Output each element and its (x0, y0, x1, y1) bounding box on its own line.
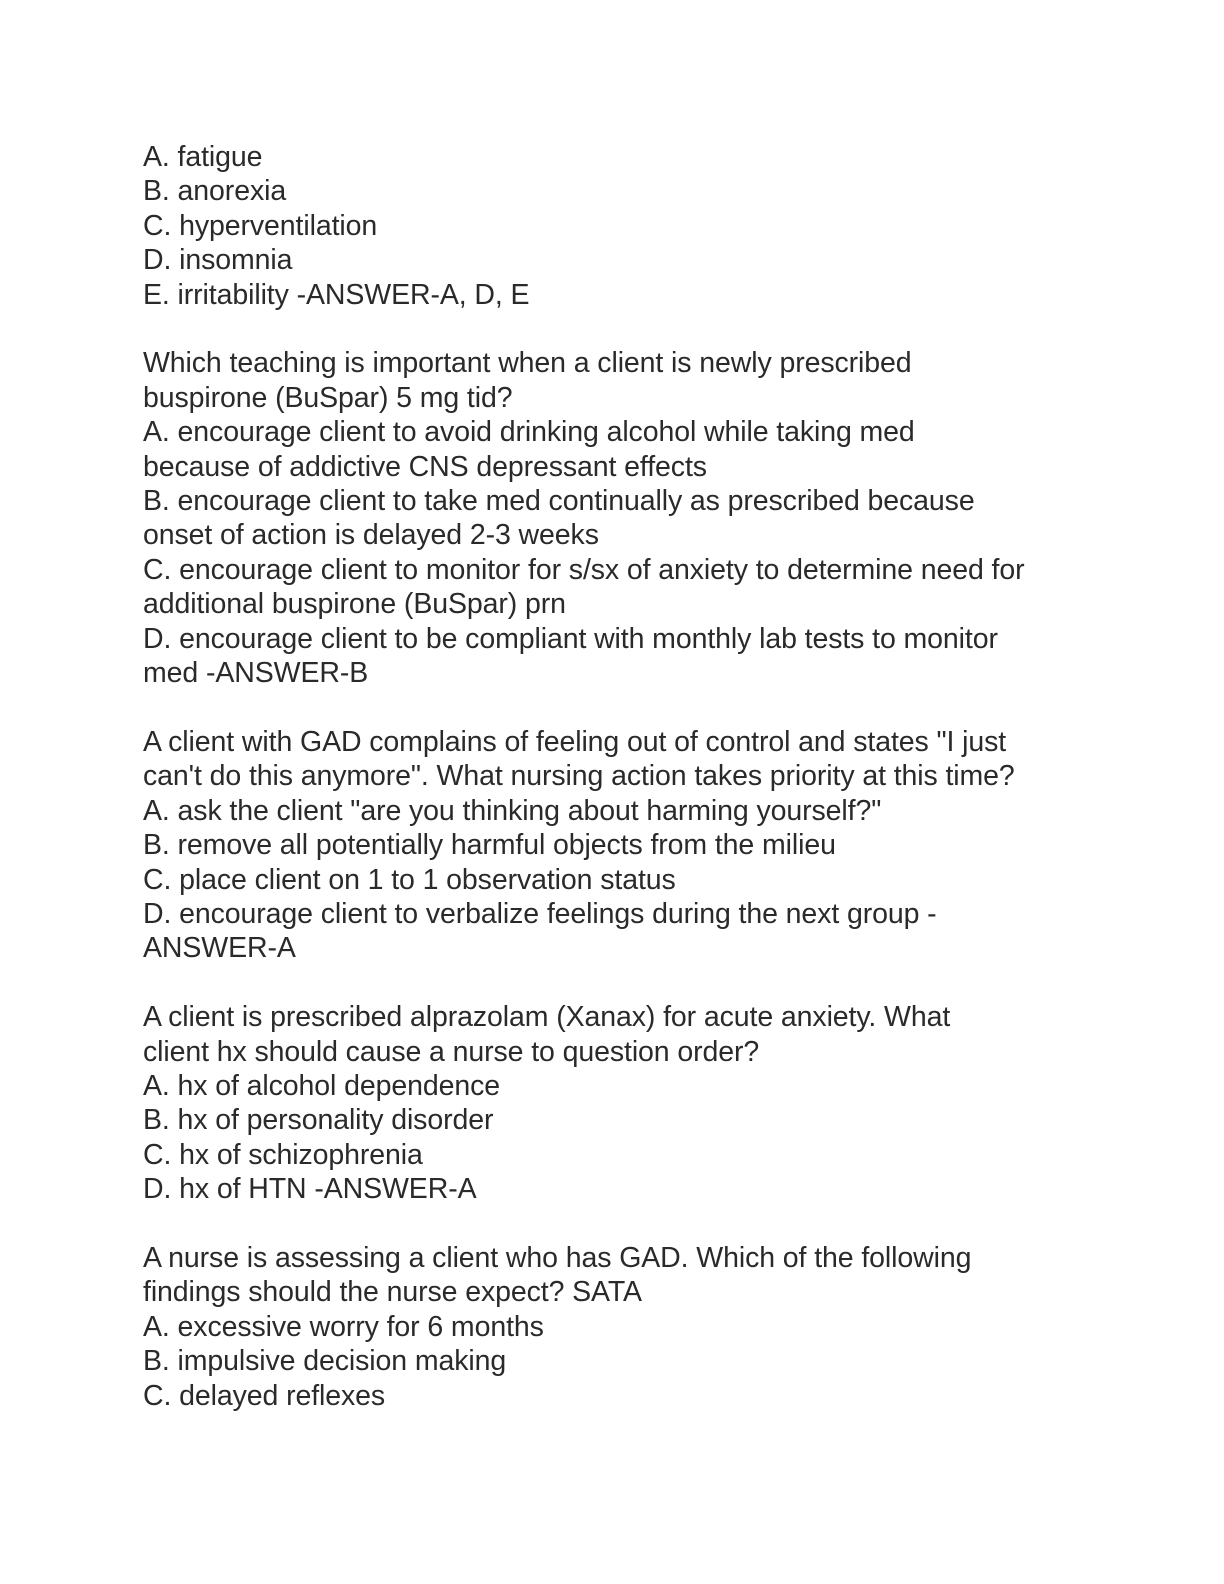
text-line: Which teaching is important when a client is newly prescribed (143, 347, 912, 380)
text-line: A. fatigue (143, 141, 263, 173)
paragraph-gap (143, 966, 1103, 1000)
text-line: additional buspirone (BuSpar) prn (143, 588, 566, 621)
text-line: B. encourage client to take med continually as prescribed because (143, 485, 975, 518)
text-line: C. hx of schizophrenia (143, 1138, 423, 1171)
text-line: A client with GAD complains of feeling out of control and states "I just (143, 725, 1007, 758)
text-line: findings should the nurse expect? SATA (143, 1276, 642, 1309)
question-block-1 (143, 140, 1103, 312)
text-line: client hx should cause a nurse to question order? (143, 1035, 760, 1068)
text-line: C. delayed reflexes (143, 1379, 386, 1412)
text-line: A nurse is assessing a client who has GAD. Which of the following (143, 1241, 972, 1274)
text-line: A client is prescribed alprazolam (Xanax) for acute anxiety. What (143, 1001, 951, 1034)
page-content (143, 140, 1103, 1413)
text-line: A. hx of alcohol dependence (143, 1069, 500, 1102)
text-line: C. hyperventilation (143, 209, 378, 242)
text-line: D. insomnia (143, 244, 293, 277)
text-line: B. hx of personality disorder (143, 1104, 494, 1137)
text-line: D. hx of HTN -ANSWER-A (143, 1173, 477, 1206)
question-block-2 (143, 346, 1103, 690)
text-line: B. remove all potentially harmful objects from the milieu (143, 829, 836, 862)
text-line: ANSWER-A (143, 932, 296, 965)
text-line: buspirone (BuSpar) 5 mg tid? (143, 381, 513, 414)
question-block-5 (143, 1241, 1103, 1413)
question-block-3 (143, 725, 1103, 966)
text-line: because of addictive CNS depressant effects (143, 450, 707, 483)
text-line: B. impulsive decision making (143, 1345, 507, 1378)
text-line: C. place client on 1 to 1 observation status (143, 863, 676, 896)
text-line: C. encourage client to monitor for s/sx of anxiety to determine need for (143, 553, 1025, 586)
text-line: can't do this anymore". What nursing action takes priority at this time? (143, 760, 1015, 793)
text-line: A. excessive worry for 6 months (143, 1310, 544, 1343)
text-line: D. encourage client to verbalize feelings during the next group - (143, 897, 937, 930)
paragraph-gap (143, 690, 1103, 724)
paragraph-gap (143, 312, 1103, 346)
question-block-4 (143, 1000, 1103, 1206)
text-line: onset of action is delayed 2-3 weeks (143, 519, 599, 552)
text-line: E. irritability -ANSWER-A, D, E (143, 278, 530, 311)
text-line: D. encourage client to be compliant with monthly lab tests to monitor (143, 622, 998, 655)
paragraph-gap (143, 1207, 1103, 1241)
text-line: B. anorexia (143, 175, 287, 208)
text-line: A. encourage client to avoid drinking alcohol while taking med (143, 416, 915, 449)
text-line: med -ANSWER-B (143, 657, 369, 690)
text-line: A. ask the client "are you thinking about harming yourself?" (143, 794, 882, 827)
